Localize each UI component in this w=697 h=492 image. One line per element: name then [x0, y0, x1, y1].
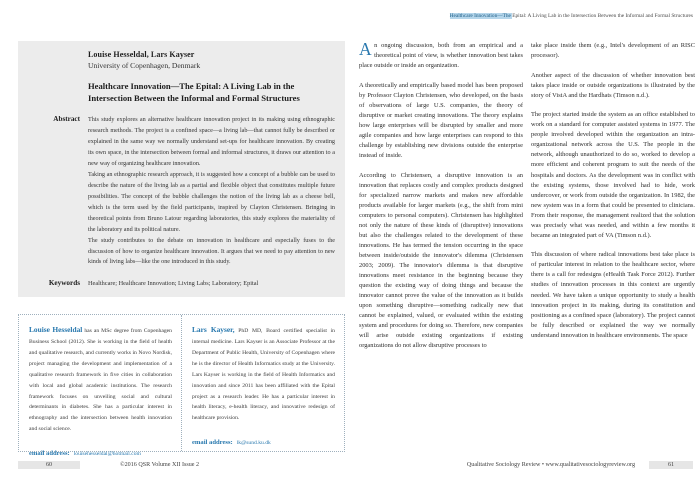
email-link[interactable]: louisehesseldal@hotmail.com [73, 450, 141, 457]
email-link[interactable]: lk@sund.ku.dk [236, 440, 271, 447]
email-line [29, 442, 172, 460]
bio-body: PhD MD, Board certified specialist in internal medicine. Lars Kayser is an Associate Professor at the Department of Public Health, University of Copenhagen where he is the director of Health Informatics study at the University. Lars Kayser is working in the field of Health Informatics and innovation and since 2011 has been affiliated with the Epital project as a research leader. He has a particular interest in health literacy, e-health literacy, and innovative redesign of healthcare provision. [192, 328, 335, 422]
left-footer [0, 461, 199, 469]
bio-text [192, 323, 335, 424]
bio-lars-kayser [182, 315, 344, 451]
authors-line: Louise Hesseldal, Lars Kayser [88, 50, 195, 59]
bio-author-name: Louise Hesseldal [29, 325, 83, 334]
abstract-label: Abstract [53, 115, 80, 124]
keywords-label: Keywords [48, 279, 80, 288]
email-label: email address: [192, 439, 233, 447]
body-paragraph: This discussion of where radical innovations best take place is of particular interest in relation to the healthcare sector, where there is a call for redesigns (eHealth Task Force 2012). Further studies of innovation processes in this context are urgently needed. We have taken a unique opportunity to study a health innovation project in its making, during its constitution and positioning as a confined space (laboratory). The project cannot be fully described or explained the way we normally understand innovation in healthcare environments. The space [531, 251, 695, 339]
abstract-text [88, 115, 335, 268]
affiliation-line: University of Copenhagen, Denmark [88, 61, 201, 70]
keywords-section [18, 279, 335, 287]
abstract-paragraph: This study explores an alternative healthcare innovation project in its making using ethnographic research methods. The project is a confined space—a living lab—that cannot fully be described or explained in the same way we normally understand set-ups for healthcare innovation. By creating its own space, in the intersection between formal and informal structures, it draws our attention to a new way of organizing healthcare innovation. [88, 117, 335, 167]
article-head [88, 50, 331, 104]
body-paragraph: The project started inside the system as an office established to work on a standard for computer assisted systems in 1977. The people involved developed within the organization an intra-organizational network across the U.S. The people in the network, although unauthorized to do so, worked to develop a more efficient and coherent program to suit the needs of the hospitals and doctors. As the development was in conflict with the existing systems, those involved had to hide, work undercover, or work from outside the organization. In 1982, the new system was in a form that could be presented to clinicians. From their response, the management realized that the solution was precisely what was needed, and within a few months it became an integrated part of VA (Timson n.d.). [531, 111, 695, 239]
body-column-1 [359, 41, 523, 455]
abstract-section [18, 115, 335, 268]
running-header-highlight: Healthcare Innovation—The [449, 13, 513, 19]
bio-author-name: Lars Kayser, [192, 325, 235, 334]
keywords-list: Healthcare; Healthcare Innovation; Living Labs; Laboratory; Epital [88, 279, 259, 287]
body-paragraph: take place inside them (e.g., Intel's development of an RISC processor). [531, 42, 695, 60]
left-page-number: 60 [18, 461, 80, 469]
body-column-2 [531, 41, 695, 455]
body-paragraph: According to Christensen, a disruptive innovation is an innovation that replaces costly and complex products designed for specialized narrow markets and makes new affordable products available for larger markets (e.g., the shift from mini computers to personal computers). Christensen has highlighted not only the nature of these kinds of (disruptive) innovations but also the challenges related to the development of these innovations. He has termed the tension occurring in the space between inside/outside the innovator's dilemma (Christensen 2003; 2009). The innovator's dilemma is that disruptive innovations meet resistance in the beginning because they question the existing way of doing things and because the innovator cannot prove the value of the innovation as it builds upon something disruptive—something radically new that cannot be explained, valued, or evaluated within the existing system and procedures for doing so. Therefore, new companies will arise outside existing organizations if existing organizations do not allow disruptive processes to [359, 171, 523, 350]
abstract-paragraph: The study contributes to the debate on innovation in healthcare and especially fuses to the discussion of how to organize healthcare innovation. It argues that we need to pay attention to new kinds of living labs—like the one introduced in this study. [88, 237, 335, 266]
paragraph-text: n ongoing discussion, both from an empirical and a theoretical point of view, is whether innovation best takes place outside or inside an organization. [359, 42, 523, 70]
journal-footer-line: Qualitative Sociology Review • www.qualitativesociologyreview.org [466, 462, 635, 468]
right-footer [467, 461, 697, 469]
email-label: email address: [29, 449, 70, 457]
author-bios-panel [18, 314, 345, 457]
body-paragraph: A theoretically and empirically based model has been proposed by Professor Clayton Christensen, who developed, on the basis of observations of large U.S. companies, the theory of disruptive or market creating innovations. The theory explains how large enterprises will be disrupted by smaller and more agile companies and how large enterprises can respond to this challenge by establishing new divisions outside the enterprise instead of inside. [359, 81, 523, 159]
bio-louise-hesseldal [19, 315, 181, 457]
body-columns [359, 41, 695, 455]
copyright-line: ©2016 QSR Volume XII Issue 2 [120, 462, 200, 468]
abstract-paragraph: Taking an ethnographic research approach, it is suggested how a concept of a bubble can be used to describe the nature of the living lab as a partial and flexible object that constitutes multiple future possibilities. The concept of the bubble challenges the notion of the living lab as a cheese bell, which is the term used by the field participants, inspired by Clayton Christensen. Bringing in theoretical points from Bruno Latour regarding laboratories, this study explores the materiality of the laboratory and its political nature. [88, 171, 335, 233]
bio-body: has an MSc degree from Copenhagen Business School (2012). She is working in the field of health and qualitative research, and currently works in Novo Nordisk, project managing the development and implementation of a qualitative research framework in five cities in collaboration with local and global academic institutions. The research framework focuses on unveiling social and cultural determinants in diabetes. She has a particular interest in ethnography and the intersection between health innovation and social science. [29, 328, 172, 433]
running-header-rest: Epital: A Living Lab in the Intersection Between the Informal and Formal Structures [512, 13, 693, 19]
right-page-number: 61 [649, 461, 693, 469]
bio-text [29, 323, 172, 435]
body-paragraph [359, 41, 523, 71]
right-page [349, 0, 697, 492]
left-page [0, 0, 348, 492]
title-abstract-panel [18, 41, 345, 297]
email-line [192, 431, 335, 449]
body-paragraph: Another aspect of the discussion of whether innovation best takes place inside or outside organizations is illustrated by the story of VistA and the Hardhats (Timson n.d.). [531, 71, 695, 99]
running-header [450, 13, 693, 19]
paper-title: Healthcare Innovation—The Epital: A Living Lab in the Intersection Between the Informal and Formal Structures [88, 81, 300, 104]
drop-cap: A [359, 41, 372, 59]
